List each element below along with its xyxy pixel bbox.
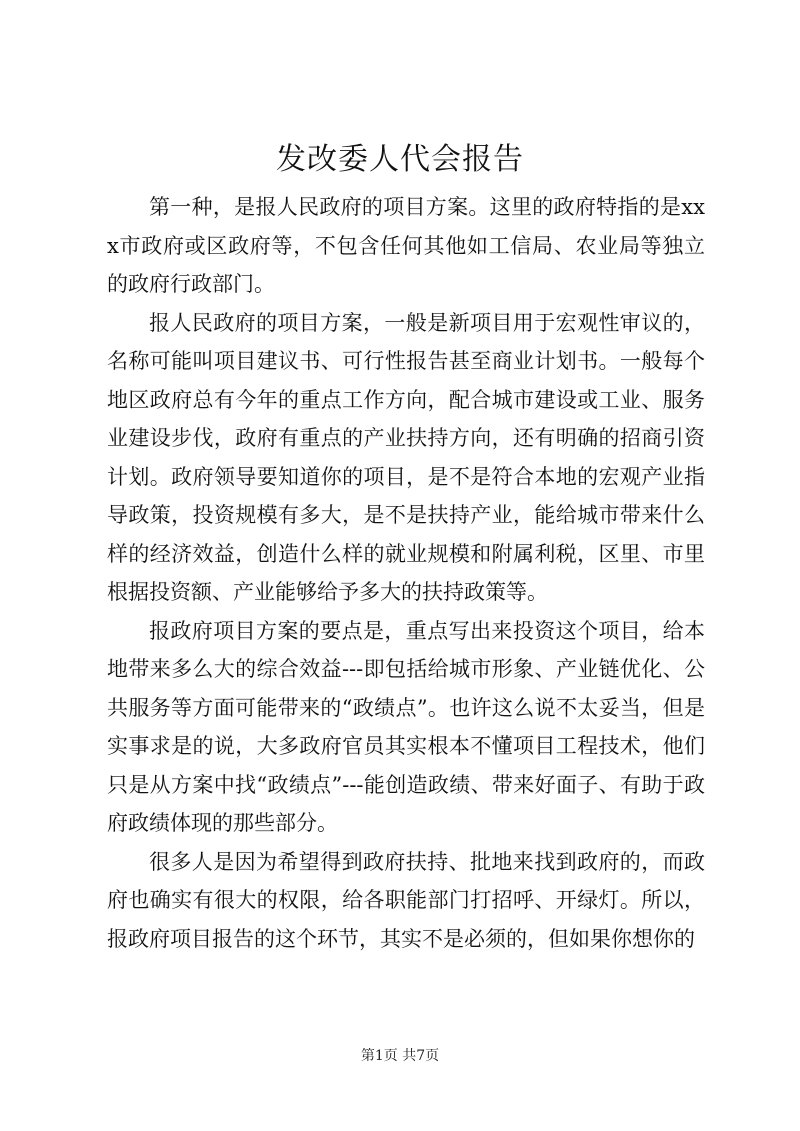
page-footer: 第1页 共7页: [360, 1048, 440, 1064]
paragraph-4: 很多人是因为希望得到政府扶持、批地来找到政府的，而政府也确实有很大的权限，给各职能部门打招呼、开绿灯。所以，报政府项目报告的这个环节，其实不是必须的，但如果你想你的: [107, 849, 705, 951]
paragraph-1: 第一种，是报人民政府的项目方案。这里的政府特指的是xxx市政府或区政府等，不包含任何其他如工信局、农业局等独立的政府行政部门。: [107, 195, 705, 296]
document-body: [107, 188, 705, 958]
paragraph-2: 报人民政府的项目方案，一般是新项目用于宏观性审议的，名称可能叫项目建议书、可行性报告甚至商业计划书。一般每个地区政府总有今年的重点工作方向，配合城市建设或工业、服务业建设步伐，政府有重点的产业扶持方向，还有明确的招商引资计划。政府领导要知道你的项目，是不是符合本地的宏观产业指导政策，投资规模有多大，是不是扶持产业，能给城市带来什么样的经济效益，创造什么样的就业规模和附属利税，区里、市里根据投资额、产业能够给予多大的扶持政策等。: [107, 310, 705, 604]
document-title: 发改委人代会报告: [276, 142, 524, 177]
paragraph-3: 报政府项目方案的要点是，重点写出来投资这个项目，给本地带来多么大的综合效益---即包括给城市形象、产业链优化、公共服务等方面可能带来的“政绩点”。也许这么说不太妥当，但是实事求是的说，大多政府官员其实根本不懂项目工程技术，他们只是从方案中找“政绩点”---能创造政绩、带来好面子、有助于政府政绩体现的那些部分。: [107, 618, 705, 835]
